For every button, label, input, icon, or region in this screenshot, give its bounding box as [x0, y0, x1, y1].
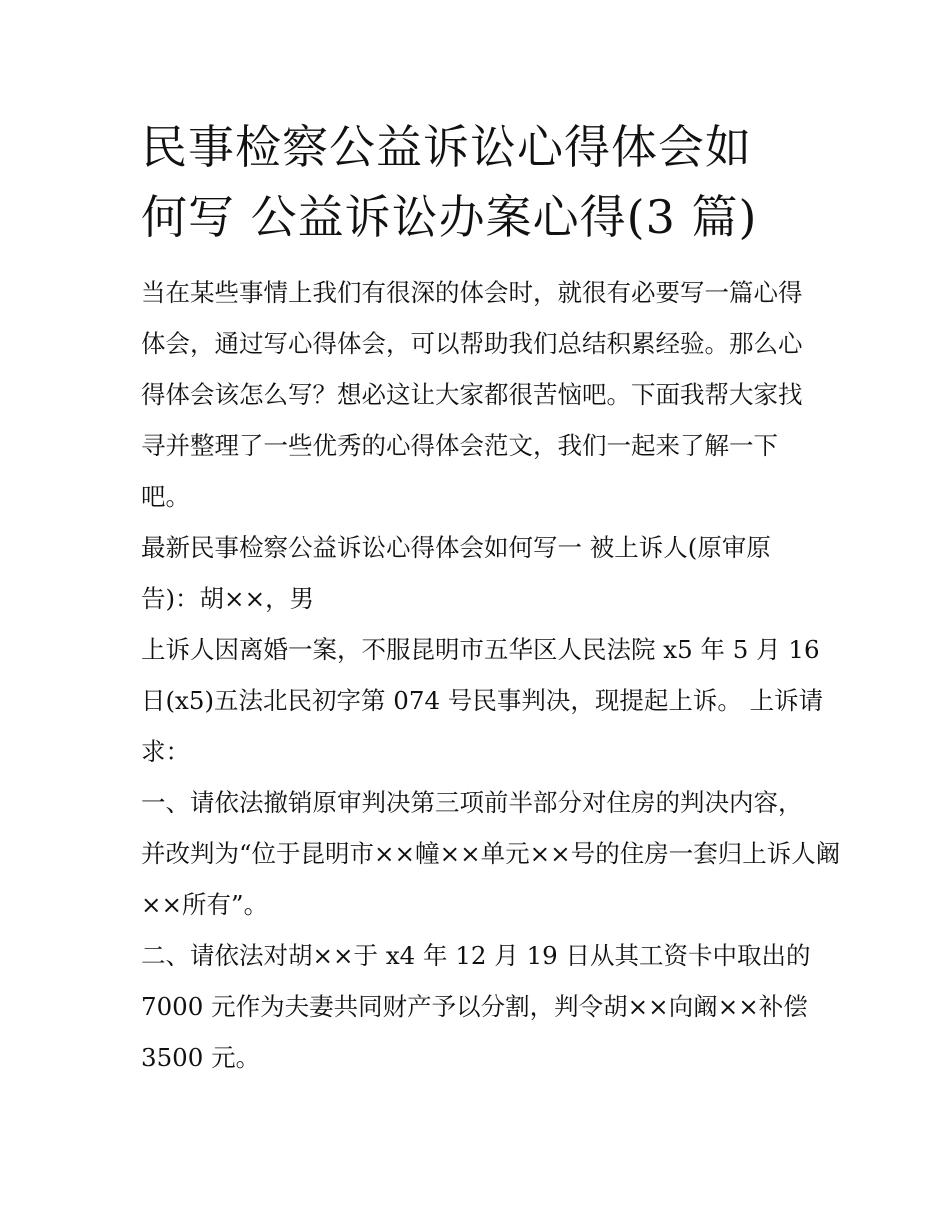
- request-one-paragraph: [141, 777, 841, 930]
- party-paragraph: [141, 522, 821, 624]
- text-line: 体会，通过写心得体会，可以帮助我们总结积累经验。那么心: [141, 329, 803, 358]
- text-line: 3500 元。: [141, 1043, 261, 1072]
- text-line: 当在某些事情上我们有很深的体会时，就很有必要写一篇心得: [141, 278, 803, 307]
- text-line: 寻并整理了一些优秀的心得体会范文，我们一起来了解一下: [141, 431, 778, 460]
- text-line: 求：: [141, 737, 190, 766]
- title-line: 何写 公益诉讼办案心得(3 篇): [141, 190, 758, 244]
- text-line: 7000 元作为夫妻共同财产予以分割，判令胡××向阚××补偿: [141, 992, 808, 1021]
- text-line: 二、请依法对胡××于 x4 年 12 月 19 日从其工资卡中取出的: [141, 941, 811, 970]
- text-line: 日(x5)五法北民初字第 074 号民事判决，现提起上诉。 上诉请: [141, 686, 824, 715]
- text-line: 得体会该怎么写？想必这让大家都很苦恼吧。下面我帮大家找: [141, 380, 803, 409]
- text-line: 告)：胡××，男: [141, 584, 315, 613]
- request-two-paragraph: [141, 930, 821, 1083]
- document-body: [141, 112, 841, 1083]
- text-line: 上诉人因离婚一案，不服昆明市五华区人民法院 x5 年 5 月 16: [141, 635, 820, 664]
- text-line: ××所有”。: [141, 890, 269, 919]
- title-line: 民事检察公益诉讼心得体会如: [141, 120, 752, 174]
- appeal-paragraph: [141, 624, 824, 777]
- text-line: 一、请依法撤销原审判决第三项前半部分对住房的判决内容，: [141, 788, 803, 817]
- text-line: 并改判为“位于昆明市××幢××单元××号的住房一套归上诉人阚: [141, 839, 841, 868]
- intro-paragraph: [141, 267, 821, 522]
- document-title: [141, 112, 821, 252]
- text-line: 最新民事检察公益诉讼心得体会如何写一 被上诉人(原审原: [141, 533, 771, 562]
- text-line: 吧。: [141, 482, 190, 511]
